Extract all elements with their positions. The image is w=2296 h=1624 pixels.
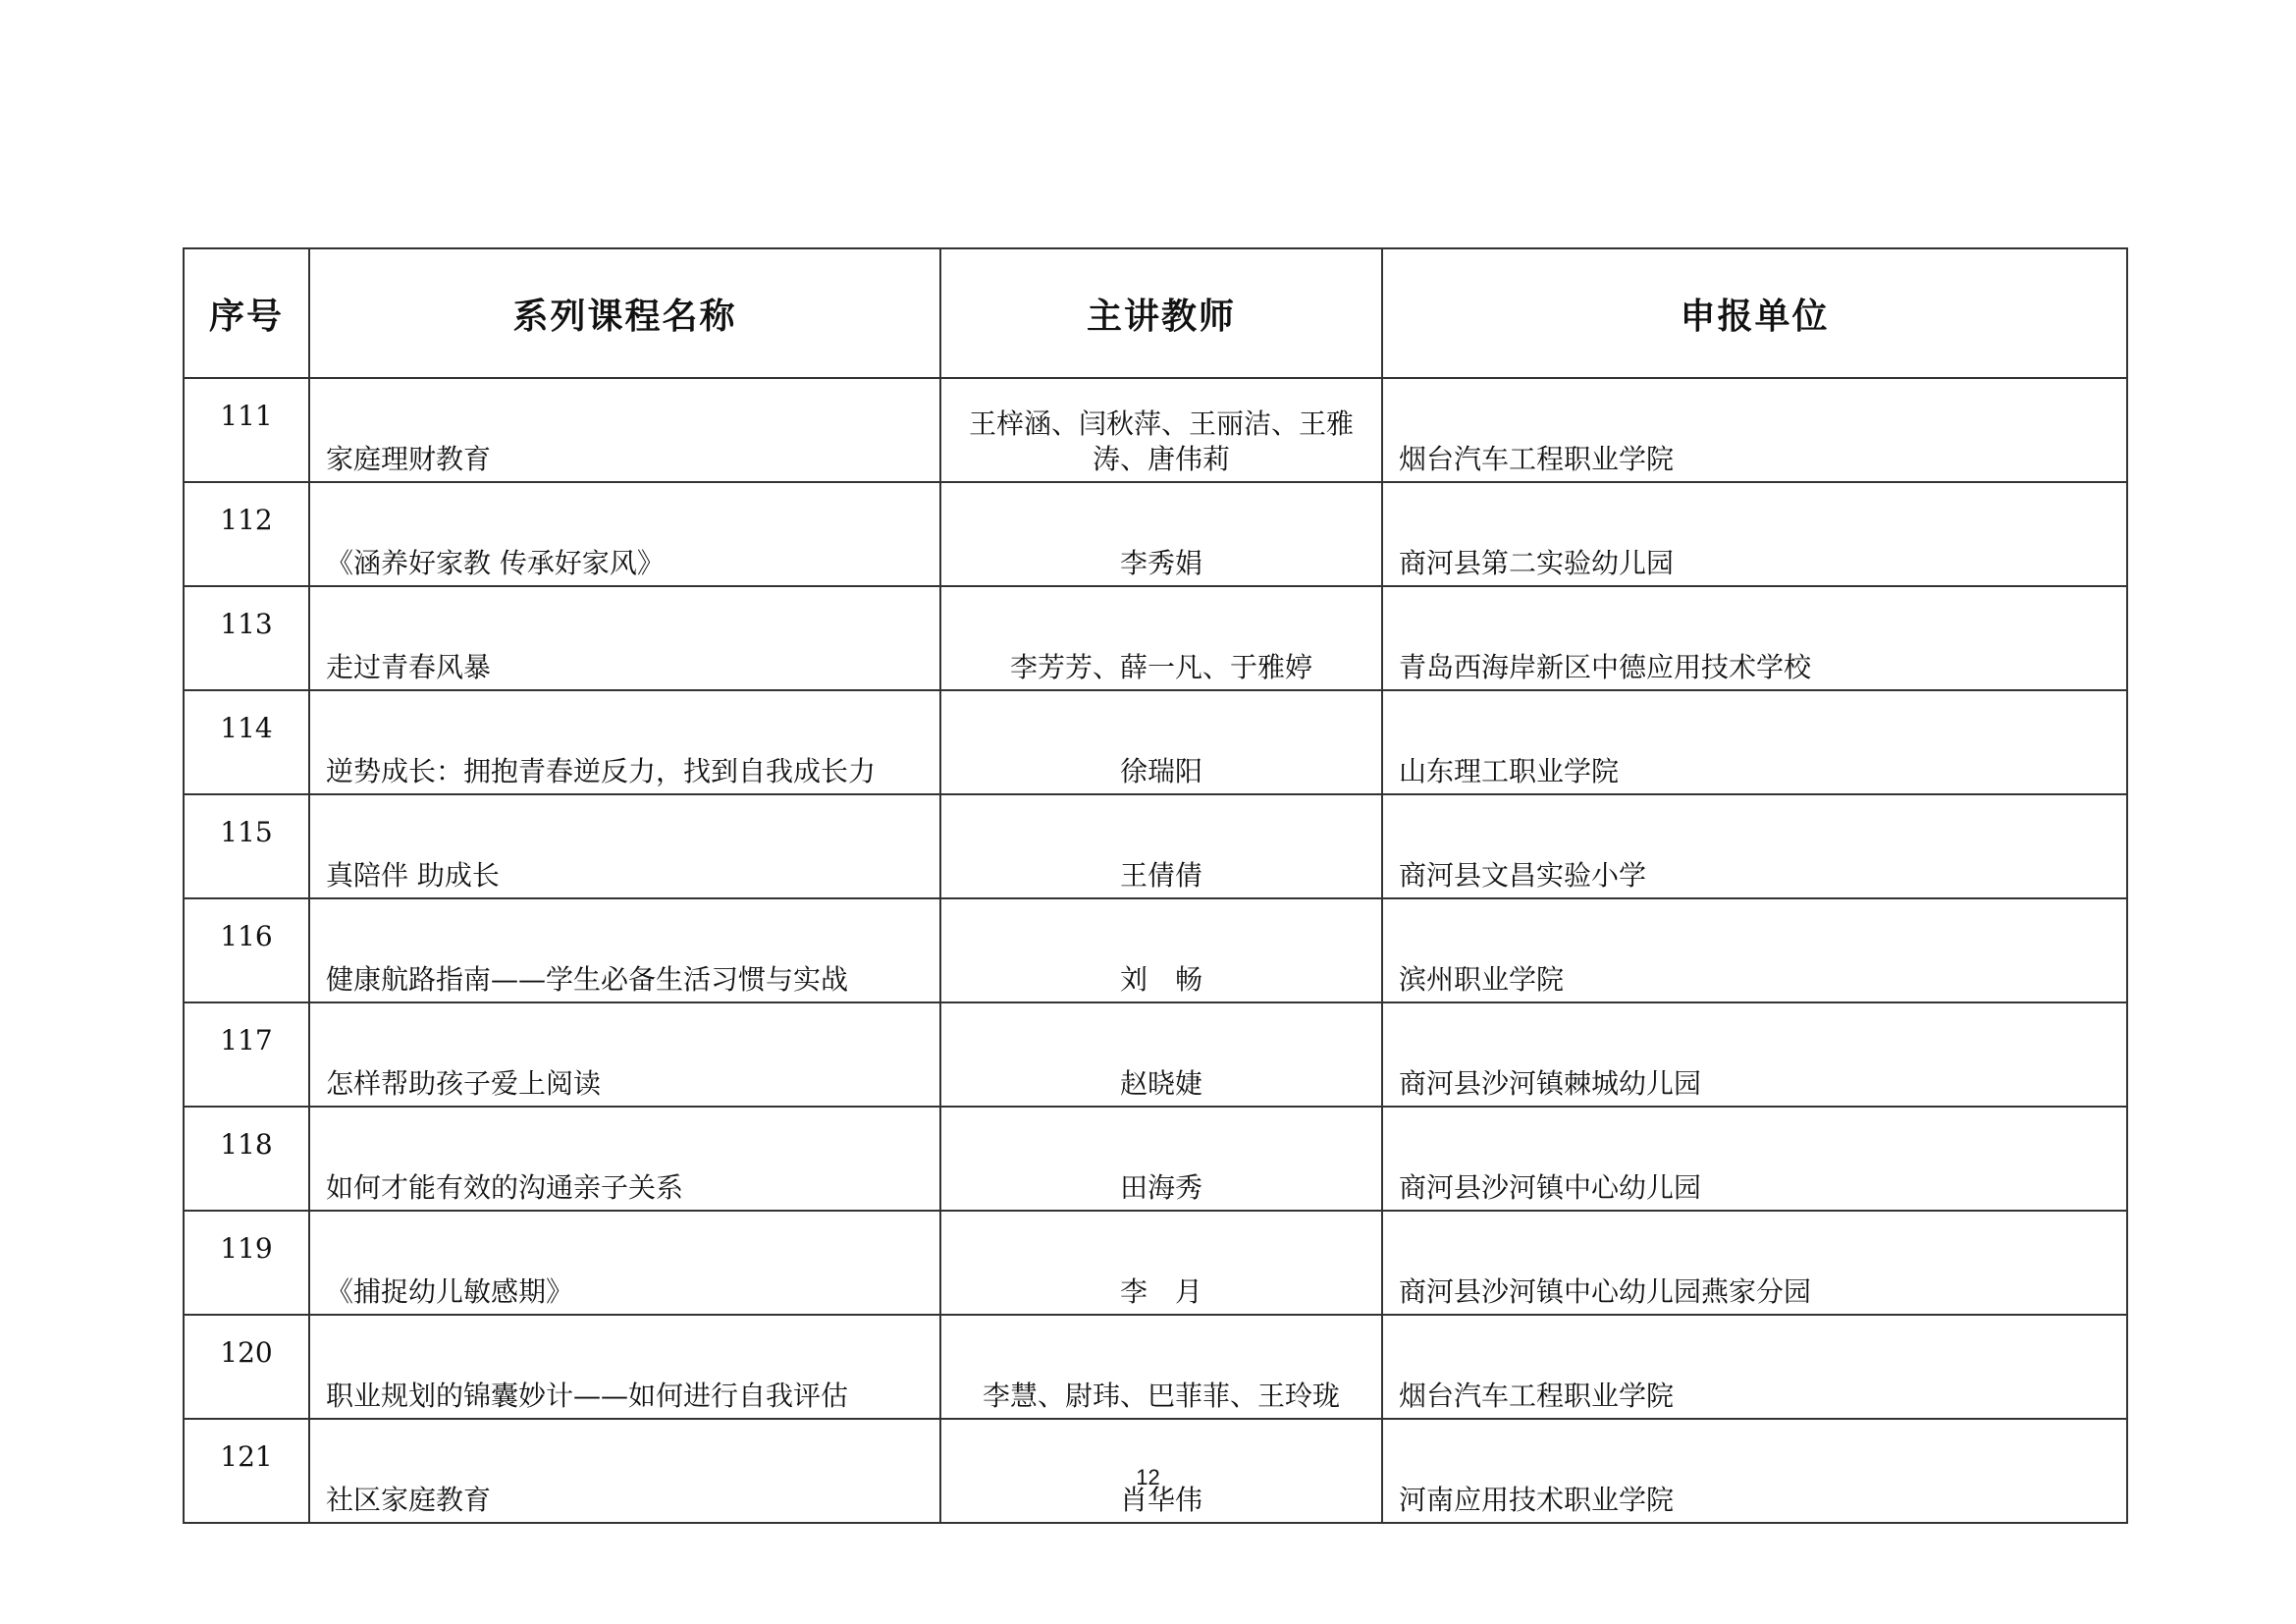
cell-no: 118 <box>184 1107 309 1211</box>
table-row <box>184 586 2127 690</box>
cell-unit: 烟台汽车工程职业学院 <box>1382 1315 2127 1419</box>
cell-course-name: 健康航路指南——学生必备生活习惯与实战 <box>309 898 940 1002</box>
table-row <box>184 1107 2127 1211</box>
cell-unit: 青岛西海岸新区中德应用技术学校 <box>1382 586 2127 690</box>
table-row <box>184 378 2127 482</box>
cell-teacher: 李慧、尉玮、巴菲菲、王玲珑 <box>940 1315 1382 1419</box>
cell-course-name: 家庭理财教育 <box>309 378 940 482</box>
cell-teacher: 刘 畅 <box>940 898 1382 1002</box>
table-row <box>184 690 2127 794</box>
cell-no: 116 <box>184 898 309 1002</box>
cell-course-name: 走过青春风暴 <box>309 586 940 690</box>
cell-unit: 商河县沙河镇中心幼儿园燕家分园 <box>1382 1211 2127 1315</box>
table-row <box>184 794 2127 898</box>
cell-no: 119 <box>184 1211 309 1315</box>
cell-teacher: 徐瑞阳 <box>940 690 1382 794</box>
cell-teacher: 李芳芳、薛一凡、于雅婷 <box>940 586 1382 690</box>
cell-course-name: 如何才能有效的沟通亲子关系 <box>309 1107 940 1211</box>
cell-course-name: 职业规划的锦囊妙计——如何进行自我评估 <box>309 1315 940 1419</box>
table-row <box>184 482 2127 586</box>
cell-no: 121 <box>184 1419 309 1523</box>
table-header <box>184 248 2127 378</box>
page-number: 12 <box>1136 1465 1160 1489</box>
cell-no: 120 <box>184 1315 309 1419</box>
cell-unit: 商河县沙河镇棘城幼儿园 <box>1382 1002 2127 1107</box>
table-row <box>184 1211 2127 1315</box>
header-unit: 申报单位 <box>1382 248 2127 378</box>
cell-course-name: 真陪伴 助成长 <box>309 794 940 898</box>
cell-course-name: 《涵养好家教 传承好家风》 <box>309 482 940 586</box>
table-body <box>184 378 2127 1523</box>
table-row <box>184 1315 2127 1419</box>
header-teacher: 主讲教师 <box>940 248 1382 378</box>
cell-course-name: 社区家庭教育 <box>309 1419 940 1523</box>
cell-unit: 商河县文昌实验小学 <box>1382 794 2127 898</box>
cell-course-name: 《捕捉幼儿敏感期》 <box>309 1211 940 1315</box>
cell-unit: 商河县沙河镇中心幼儿园 <box>1382 1107 2127 1211</box>
cell-teacher: 赵晓婕 <box>940 1002 1382 1107</box>
cell-course-name: 怎样帮助孩子爱上阅读 <box>309 1002 940 1107</box>
cell-teacher: 李 月 <box>940 1211 1382 1315</box>
cell-teacher: 王梓涵、闫秋萍、王丽洁、王雅涛、唐伟莉 <box>940 378 1382 482</box>
cell-teacher: 肖华伟 <box>940 1419 1382 1523</box>
cell-course-name: 逆势成长：拥抱青春逆反力，找到自我成长力 <box>309 690 940 794</box>
cell-no: 111 <box>184 378 309 482</box>
table-row <box>184 898 2127 1002</box>
cell-no: 113 <box>184 586 309 690</box>
cell-unit: 山东理工职业学院 <box>1382 690 2127 794</box>
cell-unit: 河南应用技术职业学院 <box>1382 1419 2127 1523</box>
cell-no: 117 <box>184 1002 309 1107</box>
table-row <box>184 1002 2127 1107</box>
cell-teacher: 李秀娟 <box>940 482 1382 586</box>
header-no: 序号 <box>184 248 309 378</box>
cell-no: 114 <box>184 690 309 794</box>
header-course-name: 系列课程名称 <box>309 248 940 378</box>
cell-unit: 商河县第二实验幼儿园 <box>1382 482 2127 586</box>
cell-unit: 烟台汽车工程职业学院 <box>1382 378 2127 482</box>
cell-no: 112 <box>184 482 309 586</box>
header-row <box>184 248 2127 378</box>
cell-teacher: 田海秀 <box>940 1107 1382 1211</box>
course-table <box>183 247 2128 1524</box>
cell-unit: 滨州职业学院 <box>1382 898 2127 1002</box>
cell-teacher: 王倩倩 <box>940 794 1382 898</box>
cell-no: 115 <box>184 794 309 898</box>
